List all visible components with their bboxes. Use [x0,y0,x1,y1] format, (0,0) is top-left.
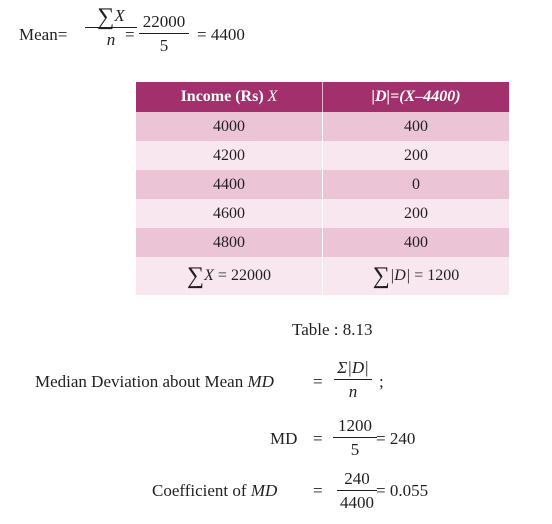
md-definition-fraction [334,358,372,402]
sigma-symbol: ∑ [97,4,115,30]
income-deviation-table [136,82,509,295]
table-total-row [136,257,509,295]
equals-sign: = [313,372,323,391]
equals-sign: = [125,25,135,44]
sigma-symbol: ∑ [187,263,205,289]
fraction-denominator: n [348,382,358,401]
fraction-numerator: 22000 [142,12,186,31]
mean-result: = 4400 [197,25,245,44]
fraction-numerator: 1200 [338,416,372,435]
header-abs-deviation: |D|=(X–4400) [323,82,510,112]
header-income: Income (Rs) X [136,82,323,112]
income-cell: 4600 [136,199,323,228]
coefficient-result: = 0.055 [376,481,429,500]
equals-sign: = [313,481,323,500]
equals-sign: = [313,429,323,448]
table-row [136,170,509,199]
md-definition-label: Median Deviation about Mean MD [35,372,274,391]
coefficient-label: Coefficient of MD [152,481,278,500]
mean-label: Mean= [19,25,68,44]
fraction-numerator: Σ|D| [337,358,369,377]
sum-value-fraction [139,12,189,56]
table-caption: Table : 8.13 [292,320,373,339]
md-calc-fraction [333,416,377,460]
income-cell: 4800 [136,228,323,257]
income-cell: 4400 [136,170,323,199]
fraction-denominator: n [106,30,116,49]
fraction-numerator: 240 [344,469,370,488]
table-header-row [136,82,509,112]
income-cell: 4000 [136,112,323,141]
deviation-cell: 200 [323,199,510,228]
deviation-cell: 400 [323,112,510,141]
table-row [136,228,509,257]
table-row [136,141,509,170]
deviation-cell: 400 [323,228,510,257]
sigma-symbol: ∑ [372,263,390,289]
sigma-variable: X [114,6,125,25]
table-row [136,199,509,228]
deviation-cell: 200 [323,141,510,170]
fraction-denominator: 5 [350,440,360,459]
total-deviation-cell: ∑|D| = 1200 [323,257,510,295]
fraction-denominator: 5 [159,36,169,55]
income-cell: 4200 [136,141,323,170]
md-label: MD [270,429,298,448]
total-income-cell: ∑X = 22000 [136,257,323,295]
coefficient-fraction [337,469,377,513]
deviation-cell: 0 [323,170,510,199]
semicolon: ; [379,372,384,391]
md-result: = 240 [376,429,416,448]
table-row [136,112,509,141]
fraction-denominator: 4400 [340,493,374,512]
